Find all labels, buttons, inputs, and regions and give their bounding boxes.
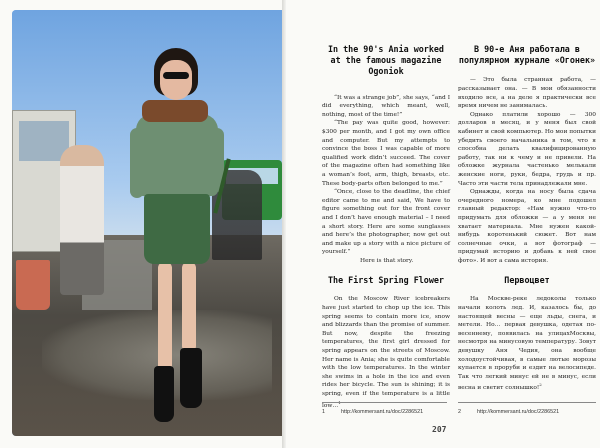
english-paragraph: On the Moscow River icebreakers have just started to chop up the ice. This spring seems to contain more ice, snow and blizzards than the promise of summer. But now, despite the freezing temperatures, the first girl dressed for spring appears on the streets of Moscow. Her name is Ania; she is quite comfortable with the low temperatures. In the winter she swims in a hole in the ice and even rides her bicycle. The sun is shining; it is spring, even if the temperature is a little low…$^1$ bbox=[322, 296, 450, 409]
russian-paragraph: На Москве-реке ледоколы только начали колоть лед. И, казалось бы, до настоящей весны — еще льды, снега, и метели. Но… первая девушка, одетая по-весеннему, появилась на улицахМосквы, несмотря на минусовую температуру. Зовут девушку Аня Чедия, она вообще холодоустойчивая, в самые лютые морозы купается в проруби и ездит на велосипеде. Так что легкий минус ей не в минус, если весна и светит солнышко!$^2$ bbox=[458, 296, 596, 392]
footnote-rule-en bbox=[322, 399, 447, 405]
red-bucket bbox=[16, 260, 50, 310]
english-paragraph: “Once, close to the deadline, the chief editor came to me and said, We have to figure something out for the front cover and I don’t have enough material – I need a short story. Here are some sunglasses and here’s the photographer, now get out and make up a story with a nice picture of yourself.” bbox=[322, 189, 450, 256]
russian-paragraph: Однако платили хорошо — 300 долларов в месяц, и у меня был свой кабинет и свой компьютер. Но мои попытки убедить своего начальника в том, что я способна делать квалифицированную работу, так ни к чему и не привели. На обложке журнала частенько мелькали женские ноги, руки, бедра, грудь и пр. Часто эти части тела принадлежали мне. bbox=[458, 111, 596, 187]
footnote-link[interactable]: http://kommersant.ru/doc/2286521 bbox=[341, 409, 424, 415]
cover-photo bbox=[12, 10, 282, 436]
russian-column bbox=[458, 44, 596, 393]
footnote-mark: 2 bbox=[539, 382, 542, 388]
english-paragraph: “It was a strange job”, she says, “and I did everything, which meant, well, nothing, most of the time!” bbox=[322, 94, 450, 118]
russian-heading-1: В 90-е Аня работала в популярном журнале «Огонек» bbox=[458, 44, 596, 66]
english-paragraph: “The pay was quite good, however: $300 per month, and I got my own office and computer. But my attempts to convince the boss I was capable of more qualified work didn’t succeed. The cover of the magazine often had something like a woman’s foot, arm, thigh, breasts, etc. These body-parts often belonged to me.” bbox=[322, 120, 450, 187]
russian-paragraph: Однажды, когда на носу была сдача очередного номера, ко мне подошел главный редактор: «Нам нужно что-то придумать для обложки — а у меня не хватает материала. Мне нужен какой-нибудь коротенький сюжет. Вот нам солнечные очки, а вот фотограф — придумай историю и добавь к ней свое фото». И вот а сама история. bbox=[458, 189, 596, 264]
woman-in-sunglasses bbox=[132, 48, 222, 436]
footnote-en: 1 http://kommersant.ru/doc/2286521 bbox=[322, 409, 424, 415]
english-heading-1: In the 90's Ania worked at the famous magazine Ogoniok bbox=[328, 44, 444, 77]
footnote-ru: 2 http://kommersant.ru/doc/2286521 bbox=[458, 409, 560, 415]
footnote-mark: 1 bbox=[338, 399, 341, 405]
russian-paragraph: — Это была странная работа, — рассказывает она. — В мои обязанности входило все, а на деле я практически все время ничем не занималась. bbox=[458, 77, 596, 110]
page-number: 207 bbox=[432, 425, 447, 434]
english-column bbox=[322, 44, 450, 410]
english-heading-2: The First Spring Flower bbox=[328, 275, 444, 286]
english-paragraph: Here is that story. bbox=[360, 257, 414, 264]
footnote-link[interactable]: http://kommersant.ru/doc/2286521 bbox=[477, 409, 560, 415]
book-spine bbox=[282, 0, 286, 448]
russian-heading-2: Первоцвет bbox=[504, 275, 550, 286]
footnote-rule-ru bbox=[458, 402, 596, 403]
background-woman bbox=[60, 145, 104, 295]
